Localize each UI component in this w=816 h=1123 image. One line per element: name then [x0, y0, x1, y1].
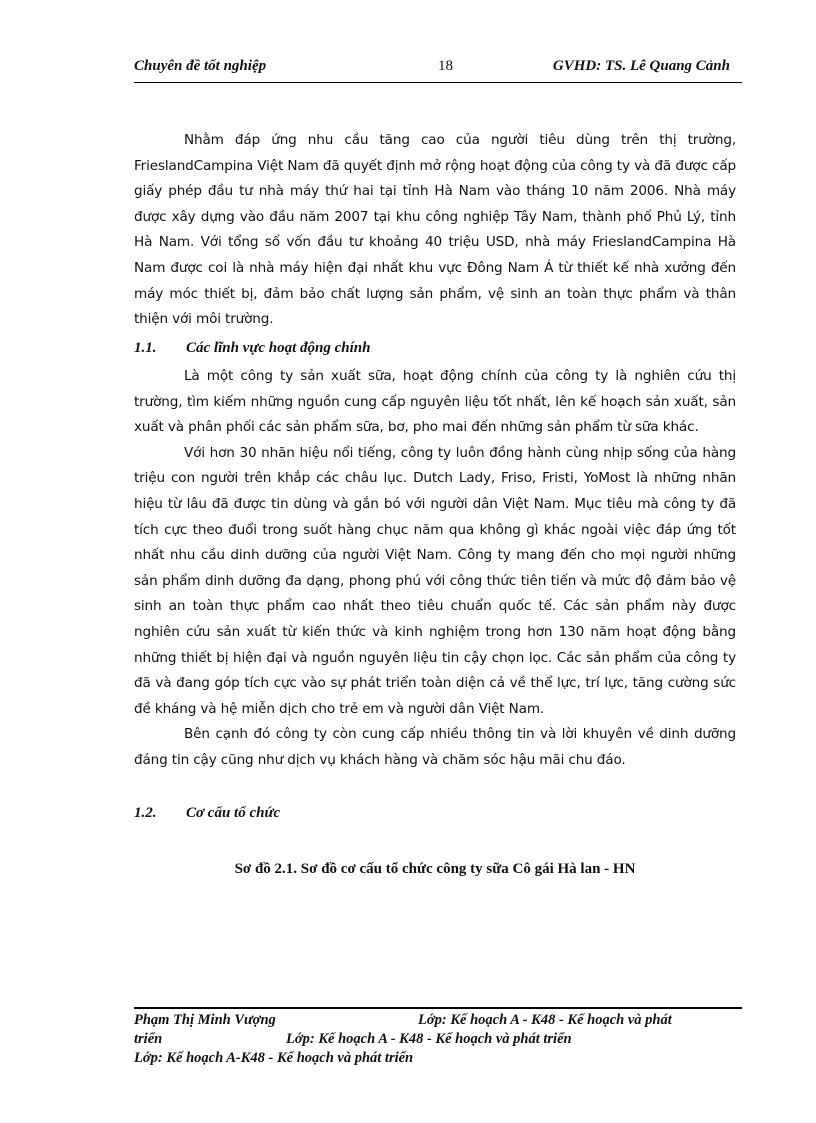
section-number: 1.1.	[134, 340, 157, 356]
paragraph-1: Nhằm đáp ứng nhu cầu tăng cao của người tiêu dùng trên thị trường, FrieslandCampina Việt Nam đã quyết định mở rộng hoạt động của công ty và đã được cấp giấy phép đầu tư nhà máy thứ hai tại tỉnh Hà Nam vào tháng 10 năm 2006. Nhà máy được xây dựng vào đầu năm 2007 tại khu công nghiệp Tây Nam, thành phố Phủ Lý, tỉnh Hà Nam. Với tổng số vốn đầu tư khoảng 40 triệu USD, nhà máy FrieslandCampina Hà Nam được coi là nhà máy hiện đại nhất khu vực Đông Nam Á từ thiết kế nhà xưởng đến máy móc thiết bị, đảm bảo chất lượng sản phẩm, vệ sinh an toàn thực phẩm và thân thiện với môi trường.	[134, 132, 736, 328]
intro-block	[134, 128, 736, 333]
header-advisor: GVHD: TS. Lê Quang Cảnh	[552, 58, 730, 74]
footer-divider	[134, 1007, 742, 1009]
paragraph-3: Với hơn 30 nhãn hiệu nổi tiếng, công ty luôn đồng hành cùng nhịp sống của hàng triệu con người trên khắp các châu lục. Dutch Lady, Friso, Fristi, YoMost là những nhãn hiệu từ lâu đã được tin dùng và gắn bó với người dân Việt Nam. Mục tiêu mà công ty đã tích cực theo đuổi trong suốt hàng chục năm qua không gì khác ngoài việc đáp ứng tốt nhất nhu cầu dinh dưỡng của người Việt Nam. Công ty mang đến cho mọi người những sản phẩm dinh dưỡng đa dạng, phong phú với công thức tiên tiến và mức độ đảm bảo vệ sinh an toàn thực phẩm cao nhất theo tiêu chuẩn quốc tế. Các sản phẩm này được nghiên cứu sản xuất từ kiến thức và kinh nghiệm trong hơn 130 năm hoạt động bằng những thiết bị hiện đại và nguồn nguyên liệu tin cậy chọn lọc. Các sản phẩm của công ty đã và đang góp tích cực vào sự phát triển toàn diện cả về thể lực, trí lực, tăng cường sức đề kháng và hệ miễn dịch cho trẻ em và người dân Việt Nam.	[134, 444, 736, 717]
footer-class-3: Lớp: Kế hoạch A-K48 - Kế hoạch và phát triển	[134, 1050, 414, 1066]
footer-author: Phạm Thị Minh Vượng	[134, 1012, 276, 1028]
section-1-1-body	[134, 364, 736, 774]
footer-class-1: Lớp: Kế hoạch A - K48 - Kế hoạch và phát	[418, 1012, 672, 1028]
footer-class-1-cont: triển	[134, 1031, 163, 1047]
figure-caption: Sơ đồ 2.1. Sơ đồ cơ cấu tổ chức công ty sữa Cô gái Hà lan - HN	[234, 861, 636, 877]
page-header	[134, 56, 742, 83]
paragraph-2: Là một công ty sản xuất sữa, hoạt động chính của công ty là nghiên cứu thị trường, tìm kiếm những nguồn cung cấp nguyên liệu tốt nhất, lên kế hoạch sản xuất, sản xuất và phân phối các sản phẩm sữa, bơ, pho mai đến những sản phẩm từ sữa khác.	[134, 368, 736, 436]
page-number: 18	[438, 58, 453, 74]
section-title: Các lĩnh vực hoạt động chính	[186, 340, 371, 356]
section-number: 1.2.	[134, 805, 157, 821]
footer-class-2: Lớp: Kế hoạch A - K48 - Kế hoạch và phát triển	[286, 1031, 572, 1047]
paragraph-4: Bên cạnh đó công ty còn cung cấp nhiều thông tin và lời khuyên về dinh dưỡng đáng tin cậy cũng như dịch vụ khách hàng và chăm sóc hậu mãi chu đáo.	[134, 726, 736, 768]
section-title: Cơ cấu tổ chức	[186, 805, 281, 821]
header-title: Chuyên đề tốt nghiệp	[134, 58, 267, 74]
section-heading-1-1	[134, 340, 370, 357]
section-heading-1-2	[134, 805, 280, 822]
